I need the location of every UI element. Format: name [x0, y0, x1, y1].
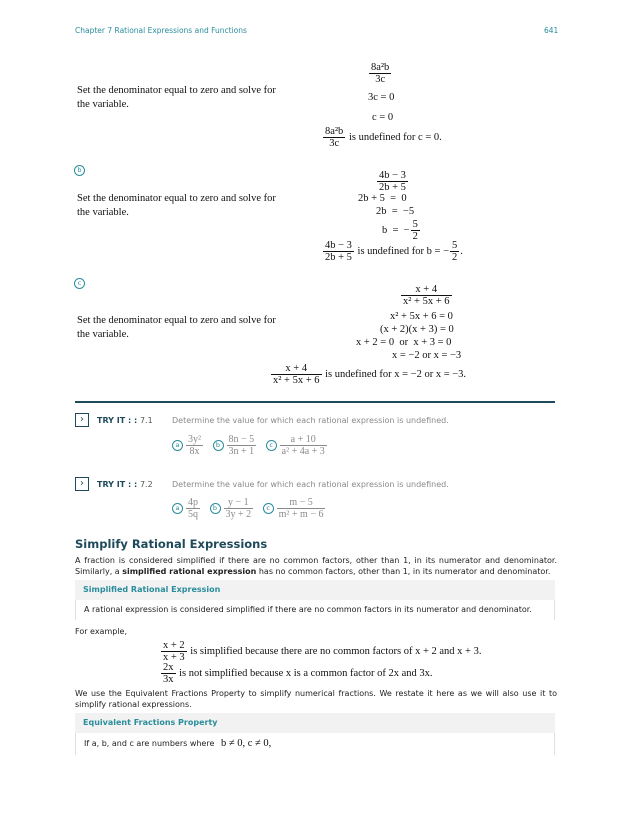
- example-2: $\frac{2x}{3x}$ is not simplified because x is a common factor of 2x and 3x.: [163, 662, 433, 685]
- try-it-label-2: TRY IT : : 7.2: [97, 480, 153, 489]
- part-b-eq3: b = − $\frac{5}{2}$: [382, 219, 418, 242]
- chapter-header: Chapter 7 Rational Expressions and Functions: [75, 26, 247, 35]
- step-instruction-a: Set the denominator equal to zero and solve for the variable.: [77, 85, 276, 110]
- equivalent-fractions-paragraph: We use the Equivalent Fractions Property to simplify numerical fractions. We restate it here as we will also use it to simplify rational expressions.: [75, 689, 557, 709]
- try-it-2-items: a $\frac{4p}{5q}$ b $\frac{y - 1}{3y + 2}$ c $\frac{m - 5}{\text{m² + m − 6}}$: [172, 497, 326, 520]
- definition-body: A rational expression is considered simplified if there are no common factors in its numerator and denominator.: [75, 600, 555, 620]
- part-b-conclusion: $\frac{4b - 3}{2b + 5}$ is undefined for b = − $\frac{5}{2}$ .: [325, 240, 463, 263]
- try-it-label-1: TRY IT : : 7.1: [97, 416, 153, 425]
- part-c-eq1: x² + 5x + 6 = 0: [390, 311, 453, 322]
- part-c-conclusion: $\frac{x + 4}{\text{x² + 5x + 6}}$ is undefined for x = −2 or x = −3.: [273, 363, 467, 386]
- property-title: Equivalent Fractions Property: [75, 713, 555, 733]
- part-a-conclusion: [322, 126, 442, 149]
- property-box: [75, 713, 555, 755]
- try-it-text-1: Determine the value for which each rational expression is undefined.: [172, 416, 449, 425]
- step-instruction-c: Set the denominator equal to zero and solve for the variable.: [77, 315, 276, 340]
- part-c-eq2: (x + 2)(x + 3) = 0: [380, 324, 454, 335]
- fraction-numerator: 8a²b: [371, 62, 390, 73]
- step-instruction-b: Set the denominator equal to zero and solve for the variable.: [77, 193, 276, 218]
- conclusion-text: is undefined for c = 0.: [348, 131, 442, 143]
- intro-paragraph: A fraction is considered simplified if there are no common factors, other than 1, in its numerator and denominator. Similarly, a simplified rational expression has no common factors, other than 1, in its numerator and denominator.: [75, 556, 557, 576]
- part-c-eq4: x = −2 or x = −3: [392, 350, 462, 361]
- fraction-denominator: 3c: [329, 138, 340, 149]
- page-number: 641: [544, 26, 559, 35]
- section-divider: [75, 401, 555, 403]
- part-b-expression: [376, 170, 409, 193]
- example-1: $\frac{x + 2}{x + 3}$ is simplified because there are no common factors of x + 2 and x + 3.: [163, 640, 482, 663]
- part-b-eq2: 2b = −5: [376, 206, 415, 217]
- try-it-1-items: a $\frac{\text{3y²}}{8x}$ b $\frac{8n - 5}{3n + 1}$ c $\frac{a + 10}{\text{a² + 4a + 3}}$: [172, 434, 328, 457]
- part-a-eq2: c = 0: [372, 112, 394, 123]
- try-it-text-2: Determine the value for which each rational expression is undefined.: [172, 480, 449, 489]
- section-title: Simplify Rational Expressions: [75, 537, 268, 551]
- part-c-expression: $\frac{x + 4}{\text{x² + 5x + 6}}$: [403, 284, 450, 307]
- definition-box: [75, 580, 555, 620]
- part-a-eq1: 3c = 0: [368, 92, 395, 103]
- part-a-expression: [368, 62, 392, 85]
- fraction-numerator: 4b − 3: [379, 170, 406, 181]
- fraction-numerator: 8a²b: [325, 126, 344, 137]
- part-b-marker: b: [74, 157, 85, 176]
- definition-title: Simplified Rational Expression: [75, 580, 555, 600]
- part-c-eq3: x + 2 = 0 or x + 3 = 0: [356, 337, 452, 348]
- part-b-eq1: 2b + 5 = 0: [358, 193, 407, 204]
- chevron-right-icon[interactable]: ›: [75, 413, 89, 427]
- part-c-marker: c: [74, 270, 85, 289]
- fraction-denominator: 3c: [375, 74, 386, 85]
- fraction-denominator: 2b + 5: [379, 182, 406, 193]
- property-body: If a, b, and c are numbers where b ≠ 0, c ≠ 0,: [75, 733, 555, 755]
- chevron-right-icon[interactable]: ›: [75, 477, 89, 491]
- for-example-label: For example,: [75, 627, 128, 636]
